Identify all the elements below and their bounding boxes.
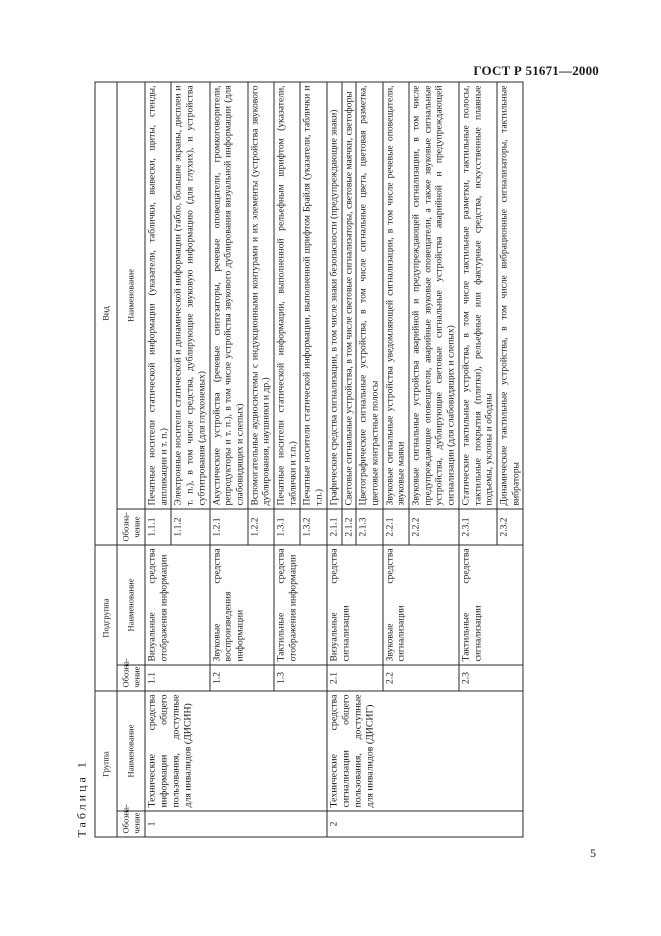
page-number: 5 (590, 846, 596, 860)
header-group-name: Наименование (117, 691, 145, 811)
kind-name: Цветографические сигнальные устройства, в том числе сигнальные цвета, цветовая разметка, цветовые контрастные полосы (356, 82, 382, 509)
kind-code: 1.2.1 (210, 509, 248, 545)
kind-code: 2.2.1 (383, 509, 409, 545)
header-group-designation: Обозна-чение (117, 811, 145, 837)
kind-code: 1.1.2 (171, 509, 209, 545)
table-header-row-2 (117, 82, 145, 837)
kind-code: 1.3.1 (274, 509, 300, 545)
header-subgroup-designation: Обозна-чение (117, 665, 145, 691)
kind-name: Акустические устройства (речевые синтезаторы, речевые оповещатели, громкоговорители, репродукторы и т. п.), в том числе устройства звукового дублирования визуальной информации (для слабовидящих и слепых) (210, 82, 248, 509)
subgroup-code: 2.1 (327, 665, 383, 691)
group-name: Технические средства сигнализации общего пользования, доступные для инвалидов (ДИСИГ) (327, 691, 524, 811)
kind-name: Динамические тактильные устройства, в том числе вибрационные сигнализаторы, тактильные вибраторы (497, 82, 523, 509)
header-kind-name: Наименование (117, 82, 145, 509)
group-code: 1 (145, 811, 327, 837)
subgroup-name: Тактильные средства отображения информации (274, 545, 327, 665)
header-kind: Вид (95, 82, 117, 545)
subgroup-name: Звуковые средства сигнализации (383, 545, 459, 665)
table-caption (75, 762, 90, 837)
header-subgroup: Подгруппа (95, 545, 117, 691)
header-kind-designation: Обозна-чение (117, 509, 145, 545)
table-row (145, 82, 171, 837)
document-number-header: ГОСТ Р 51671—2000 (473, 63, 599, 78)
subgroup-code: 1.3 (274, 665, 327, 691)
landscape-table-region (71, 83, 581, 838)
kind-name: Печатные носители статической информации (указатели, таблички, вывески, щиты, стенды, аппликации и т. п.) (145, 82, 171, 509)
subgroup-name: Визуальные средства сигнализации (327, 545, 383, 665)
kind-code: 2.3.2 (497, 509, 523, 545)
kind-name: Графические средства сигнализации, в том числе знаки безопасности (предупреждающие знаки) (327, 82, 342, 509)
group-name: Технические средства информации общего пользования, доступные для инвалидов (ДИСИН) (145, 691, 327, 811)
subgroup-name: Визуальные средства отображения информации (145, 545, 210, 665)
kind-name: Статические тактильные устройства, в том числе тактильные разметки, тактильные полосы, тактильные покрытия (плитки), рельефные или фактурные средства, искусственные плавные подъемы, уклоны и ободны (459, 82, 497, 509)
kind-name: Электронные носители статической и динамической информации (табло, большие экраны, дисплеи и т. п.), в том числе средства, дублирующие звуковую информацию (для глухих), и устройства субтитрования (для глухонемых) (171, 82, 209, 509)
kind-name: Вспомогательные аудиосистемы с индукционными контурами и их элементы (устройства звукового дублирования, наушники и др.) (248, 82, 274, 509)
kind-code: 1.1.1 (145, 509, 171, 545)
subgroup-name: Тактильные средства сигнализации (459, 545, 524, 665)
table-caption-word: Таблица (74, 774, 89, 838)
kind-code: 2.2.2 (409, 509, 459, 545)
kind-name: Световые сигнальные устройства, в том числе световые сигнализаторы, световые маячки, светофоры (342, 82, 357, 509)
table-row (327, 82, 342, 837)
header-group: Группа (95, 691, 117, 837)
subgroup-code: 1.2 (210, 665, 275, 691)
subgroup-name: Звуковые средства воспроизведения информации (210, 545, 275, 665)
table-header-row-1 (95, 82, 117, 837)
kind-code: 2.1.1 (327, 509, 342, 545)
group-code: 2 (327, 811, 524, 837)
classification-table (95, 81, 524, 837)
kind-code: 2.1.2 (342, 509, 357, 545)
kind-code: 1.3.2 (300, 509, 326, 545)
kind-name: Звуковые сигнальные устройства уведомляющей сигнализации, в том числе речевые оповещатели, звуковые маяки (383, 82, 409, 509)
subgroup-code: 2.3 (459, 665, 524, 691)
kind-name: Печатные носители статической информации, выполненной шрифтом Брайля (указатели, таблички и т.п.) (300, 82, 326, 509)
kind-code: 1.2.2 (248, 509, 274, 545)
kind-name: Печатные носители статической информации, выполненной рельефным шрифтом (указатели, таблички и т.п.) (274, 82, 300, 509)
subgroup-code: 2.2 (383, 665, 459, 691)
subgroup-code: 1.1 (145, 665, 210, 691)
kind-code: 2.3.1 (459, 509, 497, 545)
header-subgroup-name: Наименование (117, 545, 145, 665)
table-caption-number: 1 (74, 762, 89, 769)
kind-code: 2.1.3 (356, 509, 382, 545)
kind-name: Звуковые сигнальные устройства аварийной и предупреждающей сигнализации, в том числе предупреждающие оповещатели, аварийные звуковые оповещатели, а также звуковые сигнальные устройства, дублирующие световые сигнальные устройства аварийной и предупреждающей сигнализации (для слабовидящих и слепых) (409, 82, 459, 509)
